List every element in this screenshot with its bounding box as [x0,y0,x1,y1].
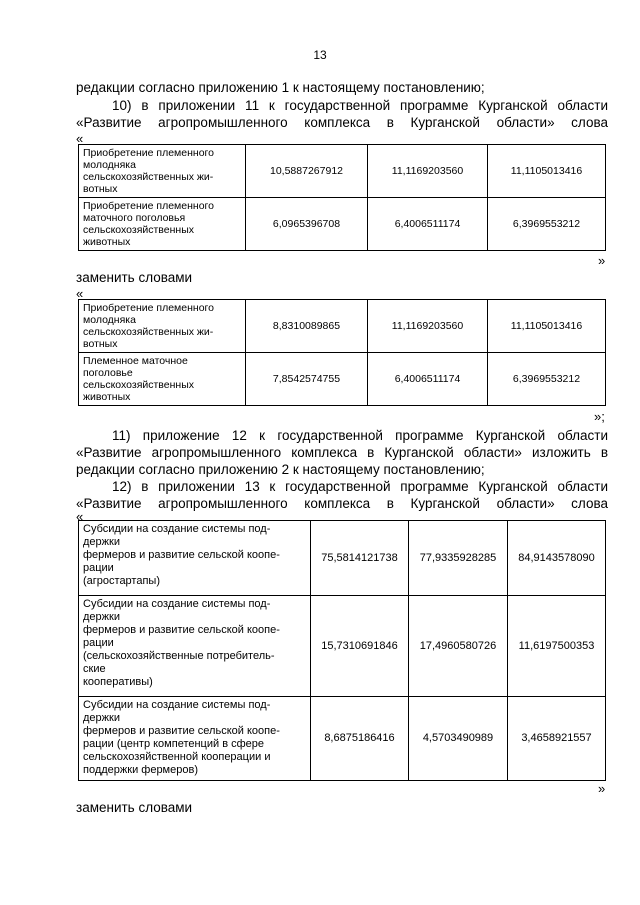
item-11-line-2: «Развитие агропромышленного комплекса в Курганской области» изложить в [76,445,608,460]
row-label [79,198,246,251]
item-10-line-2: «Развитие агропромышленного комплекса в Курганской области» слова [76,115,608,130]
item-12-line-2: «Развитие агропромышленного комплекса в Курганской области» слова [76,496,608,511]
value-cell: 17,4960580726 [409,596,508,697]
table-replacement-annex-11 [78,299,606,406]
value-cell: 4,5703490989 [409,697,508,781]
item-12-line-1: 12) в приложении 13 к государственной программе Курганской области [112,479,608,494]
page-number: 13 [313,48,327,62]
value-cell: 3,4658921557 [508,697,606,781]
table-original-annex-11 [78,144,606,251]
row-label-text: Племенное маточное поголовье сельскохозяйственных животных [83,355,194,403]
row-label-text: Приобретение племенного маточного поголовья сельскохозяйственных животных [83,200,214,248]
value-cell: 11,1105013416 [488,145,606,198]
close-quote: » [598,781,606,796]
row-label [79,521,311,596]
row-label [79,145,246,198]
table-row [79,198,606,251]
row-label [79,596,311,697]
table-row [79,353,606,406]
value-cell: 6,3969553212 [488,353,606,406]
table-row [79,521,606,596]
row-label [79,697,311,781]
table-row [79,300,606,353]
row-label-text: Приобретение племенного молодняка сельскохозяйственных жи- вотных [83,302,214,350]
open-quote: « [76,509,84,524]
table-original-annex-13 [78,520,606,781]
paragraph-continuation: редакции согласно приложению 1 к настоящему постановлению; [76,80,485,95]
table-row [79,697,606,781]
value-cell: 6,0965396708 [246,198,368,251]
row-label [79,353,246,406]
value-cell: 77,9335928285 [409,521,508,596]
replace-words-2: заменить словами [76,800,193,815]
value-cell: 11,1169203560 [368,300,488,353]
row-label-text: Субсидии на создание системы под- держки фермеров и развитие сельской коопе- рации (агростартапы) [83,523,280,587]
value-cell: 8,6875186416 [311,697,409,781]
value-cell: 7,8542574755 [246,353,368,406]
value-cell: 6,3969553212 [488,198,606,251]
row-label-text: Субсидии на создание системы под- держки фермеров и развитие сельской коопе- рации (центр компетенций в сфере сельскохозяйственной кооперации и поддержки фермеров) [83,699,280,776]
row-label [79,300,246,353]
close-quote: » [598,253,606,268]
value-cell: 11,1169203560 [368,145,488,198]
replace-words-1: заменить словами [76,270,193,285]
value-cell: 75,5814121738 [311,521,409,596]
value-cell: 84,9143578090 [508,521,606,596]
item-11-line-1: 11) приложение 12 к государственной программе Курганской области [112,428,608,443]
open-quote: « [76,286,84,301]
value-cell: 15,7310691846 [311,596,409,697]
item-10-line-1: 10) в приложении 11 к государственной программе Курганской области [112,98,608,113]
value-cell: 6,4006511174 [368,353,488,406]
close-quote-semicolon: »; [594,409,605,424]
value-cell: 6,4006511174 [368,198,488,251]
row-label-text: Приобретение племенного молодняка сельскохозяйственных жи- вотных [83,147,214,195]
value-cell: 8,8310089865 [246,300,368,353]
value-cell: 11,6197500353 [508,596,606,697]
value-cell: 10,5887267912 [246,145,368,198]
value-cell: 11,1105013416 [488,300,606,353]
item-11-line-3: редакции согласно приложению 2 к настоящему постановлению; [76,462,485,477]
table-row [79,596,606,697]
table-row [79,145,606,198]
open-quote: « [76,131,84,146]
row-label-text: Субсидии на создание системы под- держки фермеров и развитие сельской коопе- рации (сельскохозяйственные потребитель- ские кооперативы) [83,598,280,688]
